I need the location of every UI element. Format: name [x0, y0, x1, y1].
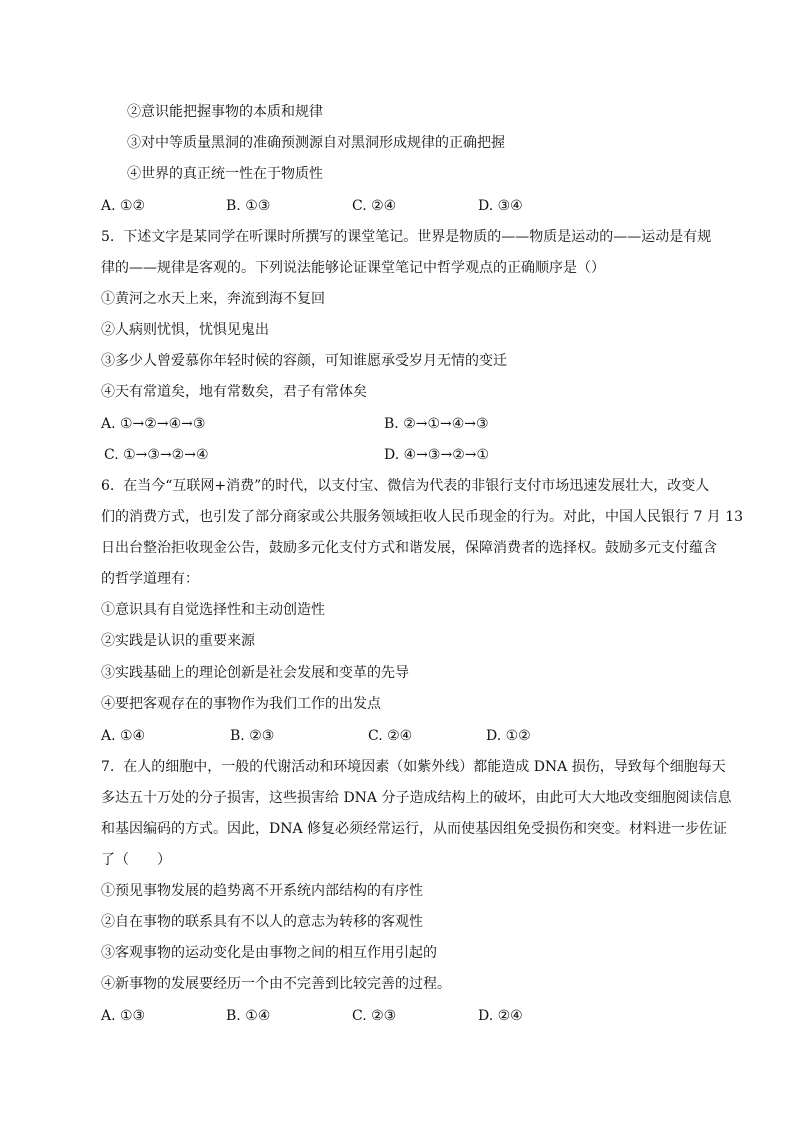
q6-statement-4: ④要把客观存在的事物作为我们工作的出发点 — [101, 696, 381, 712]
prev-option-c: C. ②④ — [352, 198, 397, 214]
q6-stem-line-3: 日出台整治拒收现金公告，鼓励多元化支付方式和谐发展，保障消费者的选择权。鼓励多元支付蕴含 — [101, 540, 717, 556]
q6-statement-1: ①意识具有自觉选择性和主动创造性 — [101, 602, 325, 618]
q5-option-d: D. ④→③→②→① — [384, 447, 490, 463]
q6-statement-3: ③实践基础上的理论创新是社会发展和变革的先导 — [101, 665, 409, 681]
q6-stem-line-2: 们的消费方式，也引发了部分商家或公共服务领域拒收人民币现金的行为。对此，中国人民银行 7 月 13 — [101, 509, 744, 525]
q5-option-c: C. ①→③→②→④ — [104, 447, 209, 463]
q6-stem-line-1: 6. 在当今“互联网+消费”的时代，以支付宝、微信为代表的非银行支付市场迅速发展壮大，改变人 — [101, 478, 710, 494]
q7-option-a: A. ①③ — [101, 1008, 146, 1024]
prev-option-a: A. ①② — [101, 198, 146, 214]
q5-statement-4: ④天有常道矣，地有常数矣，君子有常体矣 — [101, 384, 367, 400]
q7-statement-3: ③客观事物的运动变化是由事物之间的相互作用引起的 — [101, 945, 437, 961]
prev-option-b: B. ①③ — [226, 198, 271, 214]
q5-statement-2: ②人病则忧惧，忧惧见鬼出 — [101, 322, 269, 338]
q5-option-b: B. ②→①→④→③ — [384, 416, 489, 432]
q7-option-d: D. ②④ — [478, 1008, 523, 1024]
prev-statement-4: ④世界的真正统一性在于物质性 — [127, 166, 323, 182]
q7-statement-2: ②自在事物的联系具有不以人的意志为转移的客观性 — [101, 914, 423, 930]
q7-stem-line-3: 和基因编码的方式。因此，DNA 修复必须经常运行，从而使基因组免受损伤和突变。材料进一步佐证 — [101, 821, 728, 837]
q7-statement-1: ①预见事物发展的趋势离不开系统内部结构的有序性 — [101, 883, 423, 899]
q5-stem-line-1: 5. 下述文字是某同学在听课时所撰写的课堂笔记。世界是物质的——物质是运动的——运动是有规 — [101, 229, 712, 245]
q7-stem-line-2: 多达五十万处的分子损害，这些损害给 DNA 分子造成结构上的破坏，由此可大大地改变细胞阅读信息 — [101, 790, 732, 806]
q7-option-b: B. ①④ — [226, 1008, 271, 1024]
q6-option-d: D. ①② — [486, 728, 531, 744]
q6-option-a: A. ①④ — [101, 728, 146, 744]
q6-stem-line-4: 的哲学道理有： — [101, 571, 199, 587]
q5-statement-1: ①黄河之水天上来，奔流到海不复回 — [101, 291, 325, 307]
q6-option-b: B. ②③ — [230, 728, 275, 744]
q7-option-c: C. ②③ — [352, 1008, 397, 1024]
prev-statement-2: ②意识能把握事物的本质和规律 — [127, 104, 323, 120]
prev-option-d: D. ③④ — [478, 198, 523, 214]
q6-statement-2: ②实践是认识的重要来源 — [101, 633, 255, 649]
q6-option-c: C. ②④ — [368, 728, 413, 744]
q5-option-a: A. ①→②→④→③ — [101, 416, 206, 432]
q7-stem-line-1: 7. 在人的细胞中，一般的代谢活动和环境因素（如紫外线）都能造成 DNA 损伤，导致每个细胞每天 — [101, 759, 726, 775]
q7-statement-4: ④新事物的发展要经历一个由不完善到比较完善的过程。 — [101, 976, 451, 992]
q7-stem-line-4: 了（ ） — [101, 852, 171, 868]
prev-statement-3: ③对中等质量黑洞的准确预测源自对黑洞形成规律的正确把握 — [127, 135, 505, 151]
q5-stem-line-2: 律的——规律是客观的。下列说法能够论证课堂笔记中哲学观点的正确顺序是（） — [101, 260, 605, 276]
q5-statement-3: ③多少人曾爱慕你年轻时候的容颜，可知谁愿承受岁月无情的变迁 — [101, 353, 507, 369]
